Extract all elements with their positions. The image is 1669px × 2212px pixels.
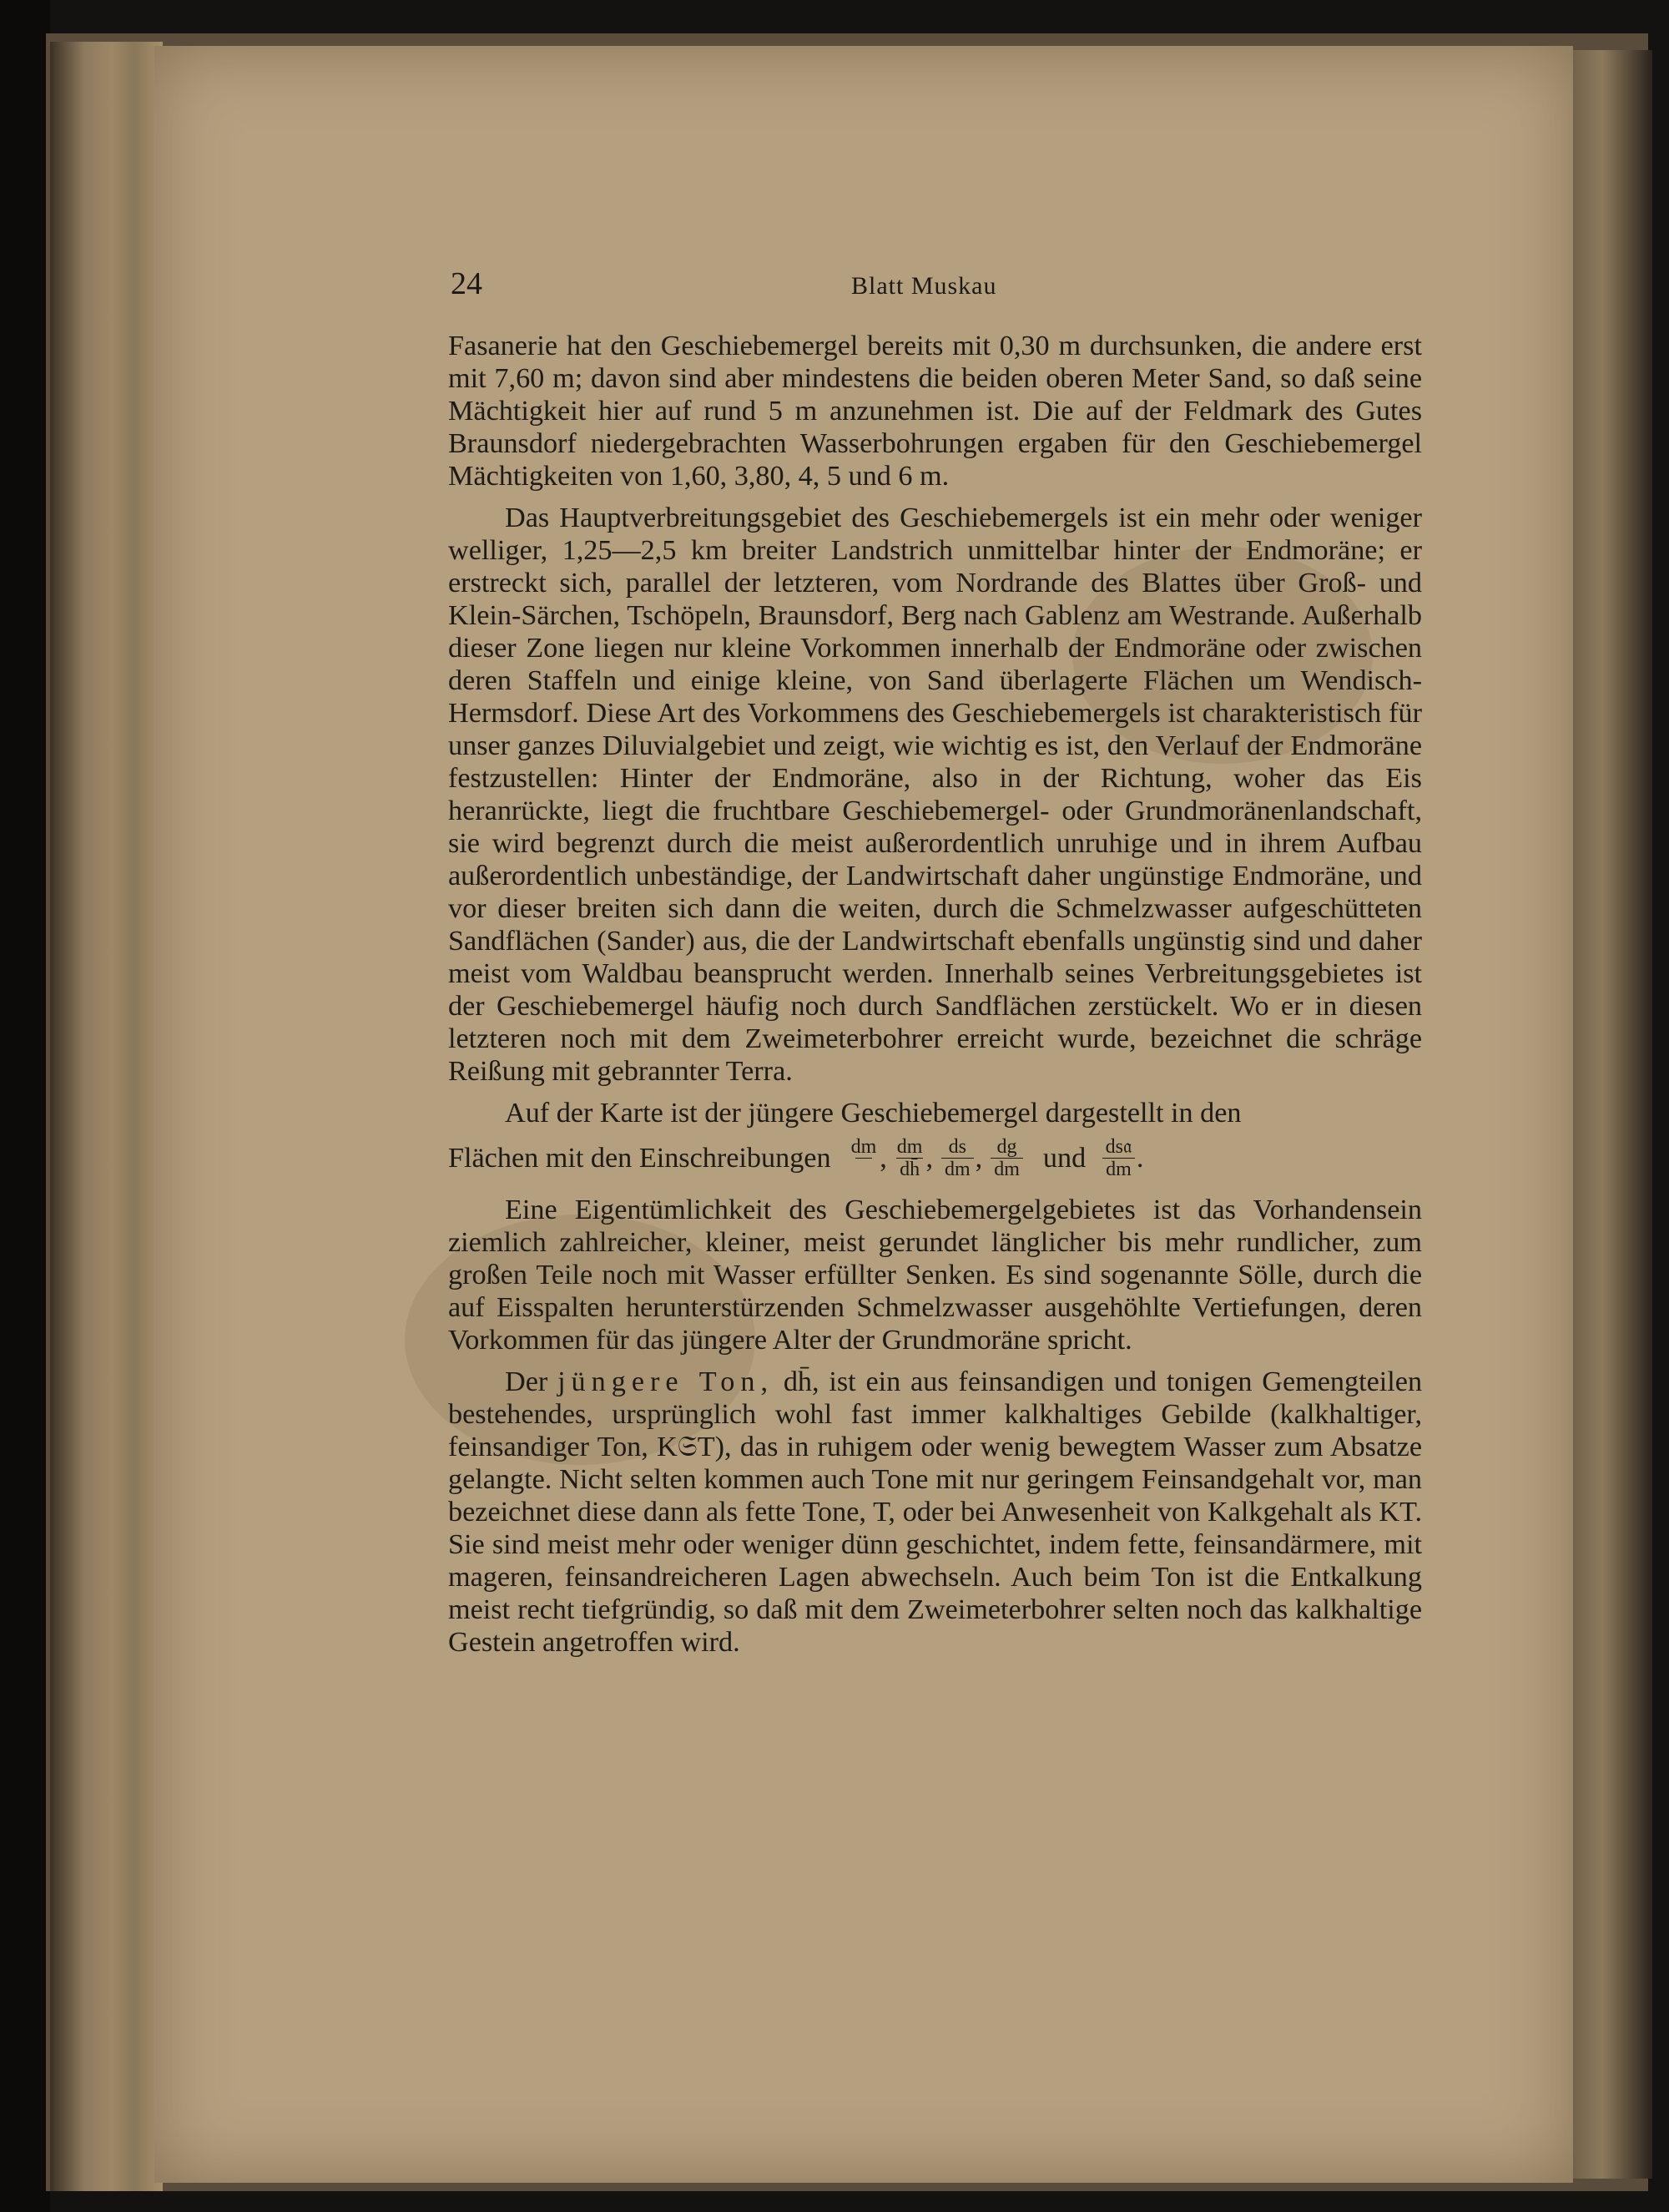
paragraph-1: Fasanerie hat den Geschiebemergel bereits mit 0,30 m durchsunken, die andere erst mit 7,60 m; davon sind aber mindestens die beiden oberen Meter Sand, so daß seine Mächtigkeit hier auf rund 5 m anzunehmen ist. Die auf der Feldmark des Gutes Braunsdorf niedergebrachten Wasserbohrungen ergaben für den Geschiebemergel Mächtigkeiten von 1,60, 3,80, 4, 5 und 6 m. — [448, 331, 1422, 492]
formula-lead-text: Flächen mit den Einschreibungen — [448, 1142, 831, 1174]
symbol-denominator: dh̄ — [896, 1158, 923, 1180]
symbol-dg-over-dm — [991, 1136, 1023, 1180]
symbol-dm-over-dh — [895, 1136, 925, 1180]
body-text — [448, 330, 1422, 1659]
paragraph-5 — [448, 1366, 1422, 1659]
separator-comma: , — [925, 1142, 933, 1174]
formula-und: und — [1042, 1142, 1087, 1174]
paragraph-5-text: dh̄, ist ein aus feinsandigen und tonigen Gemengteilen bestehendes, ursprünglich wohl fast immer kalkhaltiges Gebilde (kalkhaltiger, feinsandiger Ton, K𝔖T), das in ruhigem oder wenig bewegtem Wasser zum Absatze gelangte. Nicht selten kommen auch Tone mit nur geringem Feinsandgehalt vor, man bezeichnet diese dann als fette Tone, T, oder bei Anwesenheit von Kalkgehalt als KT. Sie sind meist mehr oder weniger dünn geschichtet, indem fette, feinsandärmere, mit mageren, feinsandreicheren Lagen abwechseln. Auch beim Ton ist die Entkalkung meist recht tiefgründig, so daß mit dem Zweimeterbohrer selten noch das kalkhaltige Gestein angetroffen wird. — [448, 1366, 1423, 1658]
book-spine — [0, 0, 50, 2212]
symbol-dsa-over-dm — [1102, 1136, 1135, 1180]
paragraph-2: Das Hauptverbreitungsgebiet des Geschiebemergels ist ein mehr oder weniger welliger, 1,25—2,5 km breiter Landstrich unmittelbar hinter der Endmoräne; er erstreckt sich, parallel der letzteren, vom Nordrande des Blattes über Groß- und Klein-Särchen, Tschöpeln, Braunsdorf, Berg nach Gablenz am Westrande. Außerhalb dieser Zone liegen nur kleine Vorkommen innerhalb der Endmoräne oder zwischen deren Staffeln und einige kleine, von Sand überlagerte Flächen um Wendisch-Hermsdorf. Diese Art des Vorkommens des Geschiebemergels ist charakteristisch für unser ganzes Diluvialgebiet und zeigt, wie wichtig es ist, den Verlauf der Endmoräne festzustellen: Hinter der Endmoräne, also in der Richtung, woher das Eis heranrückte, liegt die fruchtbare Geschiebemergel- oder Grundmoränenlandschaft, sie wird begrenzt durch die meist außerordentlich unruhige und in ihrem Aufbau außerordentlich unbeständige, der Landwirtschaft daher ungünstige Endmoräne, und vor dieser breiten sich dann die weiten, durch die Schmelzwasser aufgeschütteten Sandflächen (Sander) aus, die der Landwirtschaft ebenfalls ungünstig sind und daher meist vom Waldbau beansprucht werden. Innerhalb seines Verbreitungsgebietes ist der Geschiebemergel häufig noch durch Sandflächen zerstückelt. Wo er in diesen letzteren noch mit dem Zweimeterbohrer erreicht wurde, bezeichnet die schräge Reißung mit gebrannter Terra. — [448, 502, 1422, 1087]
symbol-numerator: ds — [948, 1135, 966, 1158]
term-juengere-ton: jüngere Ton, — [557, 1366, 774, 1397]
formula-period: . — [1136, 1142, 1144, 1174]
symbol-numerator: dm — [850, 1135, 877, 1158]
map-symbol-line — [448, 1131, 1422, 1184]
right-page-edges — [1569, 50, 1652, 2179]
symbol-denominator: dm — [1102, 1158, 1135, 1180]
symbol-numerator: dm — [896, 1135, 923, 1158]
symbol-ds-over-dm — [941, 1136, 974, 1180]
left-page-edges — [50, 42, 163, 2191]
running-title: Blatt Muskau — [851, 272, 997, 300]
paragraph-3: Auf der Karte ist der jüngere Geschiebemergel dargestellt in den — [505, 1098, 1242, 1129]
symbol-dm — [850, 1136, 879, 1180]
page-header — [451, 265, 1477, 307]
symbol-denominator-empty — [855, 1158, 872, 1180]
symbol-denominator: dm — [991, 1158, 1023, 1180]
separator-comma: , — [975, 1142, 983, 1174]
symbol-numerator: dg — [996, 1135, 1017, 1158]
symbol-numerator: ds𝔞 — [1105, 1135, 1132, 1158]
symbol-denominator: dm — [941, 1158, 974, 1180]
paragraph-5-lead: Der — [505, 1366, 548, 1397]
page-number: 24 — [451, 266, 482, 301]
separator-comma: , — [880, 1142, 887, 1174]
paragraph-4: Eine Eigentümlichkeit des Geschiebemergelgebietes ist das Vorhandensein ziemlich zahlreicher, kleiner, meist gerundet länglicher bis mehr rundlicher, zum großen Teile noch mit Wasser erfüllter Senken. Es sind sogenannte Sölle, durch die auf Eisspalten herunterstürzenden Schmelzwasser ausgehöhlte Vertiefungen, deren Vorkommen für das jüngere Alter der Grundmoräne spricht. — [448, 1194, 1422, 1356]
